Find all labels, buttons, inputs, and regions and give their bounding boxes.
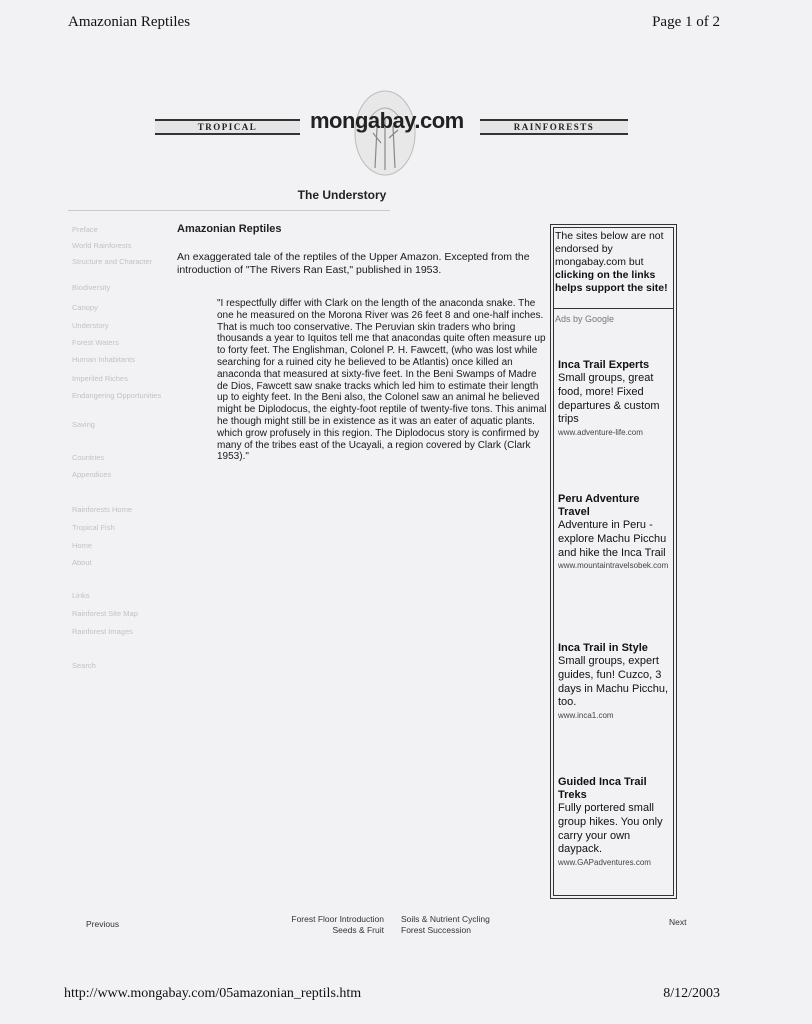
forest-succession-link[interactable]: Forest Succession <box>401 925 471 935</box>
ad-title[interactable]: Inca Trail Experts <box>558 359 650 371</box>
ad-text: Adventure in Peru - explore Machu Picchu and hike the Inca Trail <box>558 519 667 559</box>
ads-divider <box>553 308 674 309</box>
article-quote: "I respectfully differ with Clark on the length of the anaconda snake. The one he measured on the Morona River was 26 feet 8 and one-half inches. That is much too conservative. The Peruvian skin traders who bring thousands a year to Iquitos tell me that anacondas quite often measure up to forty feet. The Englishman, Colonel P. H. Fawcett, (who was lost while searching for a ruined city he believed to be Atlantis) once killed an anaconda that measured at sixty-five feet. In the Beni Swamps of Madre de Dios, Fawcett saw snake tracks which led him to estimate their length up to eighty feet. In the Beni also, the Colonel saw an animal he believed might be Diplodocus, the eighty-foot reptile of twenty-five tons. This animal he though might still be in existence as it was an eater of aquatic plants. which grow profusely in this region. The Diplodocus story is confirmed by many of the tribes east of the Ucayali, a region covered by Clark (Clark 1953)." <box>217 298 547 463</box>
sidebar-item-forest-waters[interactable]: Forest Waters <box>72 338 119 347</box>
article <box>177 223 547 463</box>
section-title: The Understory <box>297 188 387 202</box>
sidebar-item-tropical-fish[interactable]: Tropical Fish <box>72 523 115 532</box>
ad-item[interactable] <box>558 493 674 571</box>
ad-title[interactable]: Guided Inca Trail Treks <box>558 776 647 801</box>
ad-item[interactable] <box>558 776 674 868</box>
print-footer-url: http://www.mongabay.com/05amazonian_reptils.htm <box>64 986 362 1001</box>
sidebar-item-rainforests-home[interactable]: Rainforests Home <box>72 505 133 514</box>
site-logo[interactable]: mongabay.com <box>310 108 464 133</box>
sidebar-item-appendices[interactable]: Appendices <box>72 470 112 479</box>
nav-links-left <box>240 914 384 936</box>
sidebar-item-countries[interactable]: Countries <box>72 453 105 462</box>
sidebar-item-saving[interactable]: Saving <box>72 420 95 429</box>
seeds-fruit-link[interactable]: Seeds & Fruit <box>332 925 384 935</box>
banner-right-label: RAINFORESTS <box>480 119 628 135</box>
ad-title[interactable]: Peru Adventure Travel <box>558 493 640 518</box>
ad-text: Small groups, expert guides, fun! Cuzco, 3 days in Machu Picchu, too. <box>558 655 669 709</box>
ads-by-google[interactable]: Ads by Google <box>555 314 615 324</box>
ad-item[interactable] <box>558 642 674 721</box>
ads-disclaimer: The sites below are not endorsed by mongabay.com but clicking on the links helps support the site! <box>555 230 668 294</box>
ad-text: Small groups, great food, more! Fixed departures & custom trips <box>558 372 660 426</box>
article-heading: Amazonian Reptiles <box>177 223 282 235</box>
site-banner[interactable] <box>155 88 630 178</box>
print-page-number: Page 1 of 2 <box>652 14 720 30</box>
sidebar-item-home[interactable]: Home <box>72 541 93 550</box>
sidebar-item-world-rainforests[interactable]: World Rainforests <box>72 241 132 250</box>
sidebar-item-links[interactable]: Links <box>72 591 90 600</box>
sidebar-item-opportunities[interactable]: Endangering Opportunities <box>72 391 162 400</box>
sidebar-item-about[interactable]: About <box>72 558 92 567</box>
next-link[interactable]: Next <box>669 917 687 927</box>
sidebar-item-canopy[interactable]: Canopy <box>72 303 98 312</box>
ad-url[interactable]: www.GAPadventures.com <box>558 858 651 868</box>
sponsored-links-box <box>550 224 677 899</box>
print-header-title: Amazonian Reptiles <box>68 14 191 30</box>
ad-text: Fully portered small group hikes. You only carry your own daypack. <box>558 802 663 856</box>
sidebar-item-search[interactable]: Search <box>72 661 96 670</box>
ad-url[interactable]: www.adventure-life.com <box>558 428 643 438</box>
sidebar-item-site-map[interactable]: Rainforest Site Map <box>72 609 138 618</box>
sidebar-item-structure[interactable]: Structure and Character <box>72 257 153 266</box>
section-divider <box>68 210 390 211</box>
ad-url[interactable]: www.mountaintravelsobek.com <box>558 561 669 571</box>
sidebar-item-preface[interactable]: Preface <box>72 225 98 234</box>
nav-links-right <box>401 914 551 936</box>
banner-left-label: TROPICAL <box>155 119 300 135</box>
sidebar-item-human-inhabitants[interactable]: Human Inhabitants <box>72 355 135 364</box>
sidebar-item-imperiled-riches[interactable]: Imperiled Riches <box>72 374 128 383</box>
print-footer-date: 8/12/2003 <box>663 986 720 1001</box>
sidebar-item-images[interactable]: Rainforest Images <box>72 627 133 636</box>
forest-floor-link[interactable]: Forest Floor Introduction <box>291 914 384 924</box>
ads-disclaimer-bold: clicking on the links helps support the site! <box>555 269 668 294</box>
previous-link[interactable]: Previous <box>86 919 120 929</box>
ad-item[interactable] <box>558 359 674 438</box>
ad-url[interactable]: www.inca1.com <box>558 711 614 721</box>
sidebar-item-understory[interactable]: Understory <box>72 321 109 330</box>
soils-nutrient-link[interactable]: Soils & Nutrient Cycling <box>401 914 490 924</box>
sidebar-item-biodiversity[interactable]: Biodiversity <box>72 283 111 292</box>
ad-title[interactable]: Inca Trail in Style <box>558 642 648 654</box>
article-intro: An exaggerated tale of the reptiles of the Upper Amazon. Excepted from the introduction of "The Rivers Ran East," published in 1953. <box>177 251 530 276</box>
